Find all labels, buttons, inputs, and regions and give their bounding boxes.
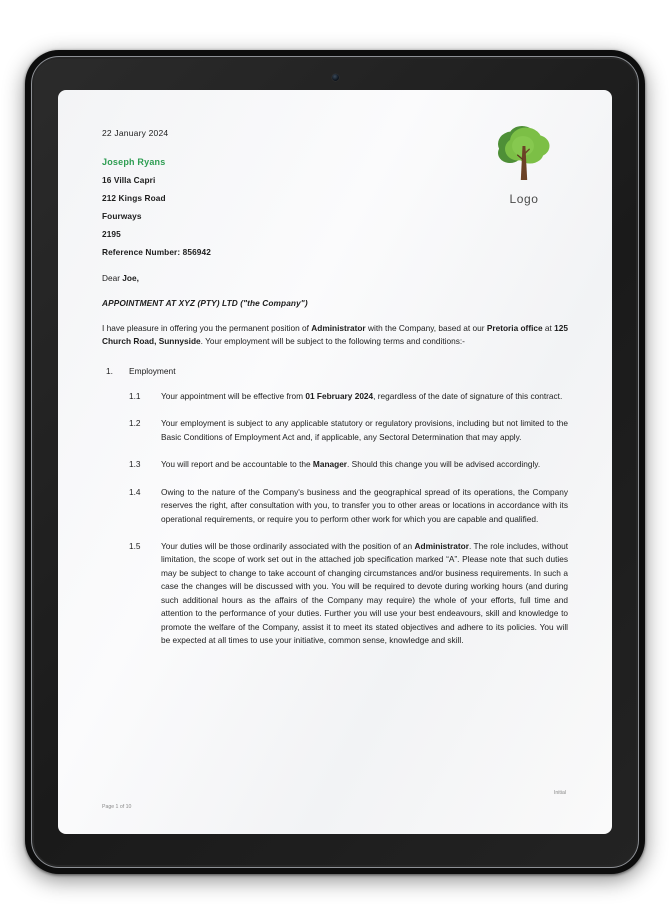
- recipient-address-line: 212 Kings Road: [102, 193, 166, 203]
- clause-item: [102, 458, 568, 471]
- clause-text-part: , regardless of the date of signature of this contract.: [373, 390, 563, 401]
- clause-item: [102, 390, 568, 403]
- recipient-address-line: Fourways: [102, 211, 142, 221]
- clause-text-bold: Manager: [312, 459, 348, 470]
- intro-bold-office: Pretoria office: [486, 323, 543, 333]
- clause-text-part: Your appointment will be effective from: [161, 390, 306, 401]
- clause-number: 1.1: [129, 390, 141, 401]
- clause-text-part: Your employment is subject to any applicable statutory or regulatory provisions, including but not limited to the Basic Conditions of Employment Act and, if applicable, any Sectoral Determination that may apply.: [161, 418, 568, 442]
- clause-item: [102, 540, 568, 648]
- clause-item: [102, 486, 568, 526]
- recipient-name: Joseph Ryans: [102, 157, 166, 167]
- tree-icon: [492, 124, 556, 186]
- section-heading: [102, 366, 568, 376]
- intro-part-2: with the Company, based at our: [365, 323, 487, 333]
- clause-text-part: . Should this change you will be advised accordingly.: [347, 459, 541, 470]
- clause-text: [161, 390, 568, 403]
- salutation-name: Joe,: [122, 273, 139, 283]
- clause-item: [102, 417, 568, 444]
- intro-bold-position: Administrator: [311, 323, 366, 333]
- page-number: Page 1 of 10: [102, 804, 132, 810]
- logo-caption: Logo: [509, 192, 539, 206]
- company-logo: [478, 124, 570, 206]
- intro-paragraph: [102, 322, 568, 349]
- clause-text-part: Owing to the nature of the Company's business and the geographical spread of its operations, the Company reserves the right, after consultation with you, to transfer you to other areas or locations in accordance with its operational requirements, or require you to perform other work for which you are capable and qualified.: [161, 486, 568, 524]
- clause-number: 1.3: [129, 459, 141, 470]
- clause-text-bold: Administrator: [414, 540, 469, 551]
- letterhead: [102, 128, 568, 257]
- initial-field-label: Initial: [553, 790, 566, 796]
- tablet-device: [25, 50, 645, 874]
- salutation: [102, 273, 568, 283]
- clause-text: [161, 486, 568, 526]
- section-number: 1.: [106, 365, 113, 376]
- section-title-text: Employment: [129, 365, 176, 376]
- clause-text: [161, 417, 568, 444]
- clause-number: 1.2: [129, 418, 141, 429]
- reference-number: Reference Number: 856942: [102, 247, 211, 257]
- tablet-screen: [58, 90, 612, 834]
- intro-part-4: . Your employment will be subject to the following terms and conditions:-: [200, 336, 465, 347]
- intro-part-3: at: [542, 323, 555, 333]
- clause-text: [161, 458, 568, 471]
- page-footer: [102, 790, 568, 810]
- clause-text-part: . The role includes, without limitation, the scope of work set out in the attached job specification marked “A”. Please note that such duties may be subject to change to take account of changing circumstances and/or business requirements. In such a case the changes will be discussed with you. You will be required to devote during working hours (and during such additional hours as the affairs of the Company may require) the whole of your efforts, full time and attention to the performance of your duties. Further you will use your best endeavours, skill and knowledge to promote the welfare of the Company, assist it to meet its stated objectives and adhere to its policies. You will be expected at all times to use your initiative, common sense, knowledge and skill.: [161, 540, 568, 645]
- intro-bold-address: 125 Church Road, Sunnyside: [102, 323, 569, 347]
- intro-part-1: I have pleasure in offering you the permanent position of: [102, 323, 312, 333]
- clause-text: [161, 540, 568, 648]
- clause-text-bold: 01 February 2024: [305, 390, 374, 401]
- clause-text-part: You will report and be accountable to the: [161, 459, 313, 470]
- letter-subject: APPOINTMENT AT XYZ (PTY) LTD ("the Company"): [102, 298, 308, 308]
- clause-text-part: Your duties will be those ordinarily associated with the position of an: [161, 540, 415, 551]
- clause-number: 1.4: [129, 486, 141, 497]
- document-page: [58, 90, 612, 834]
- letter-date: 22 January 2024: [102, 128, 169, 138]
- salutation-prefix: Dear: [102, 273, 123, 283]
- recipient-address-line: 2195: [102, 229, 121, 239]
- front-camera-icon: [332, 74, 339, 81]
- recipient-address-line: 16 Villa Capri: [102, 175, 156, 185]
- clause-number: 1.5: [129, 540, 141, 551]
